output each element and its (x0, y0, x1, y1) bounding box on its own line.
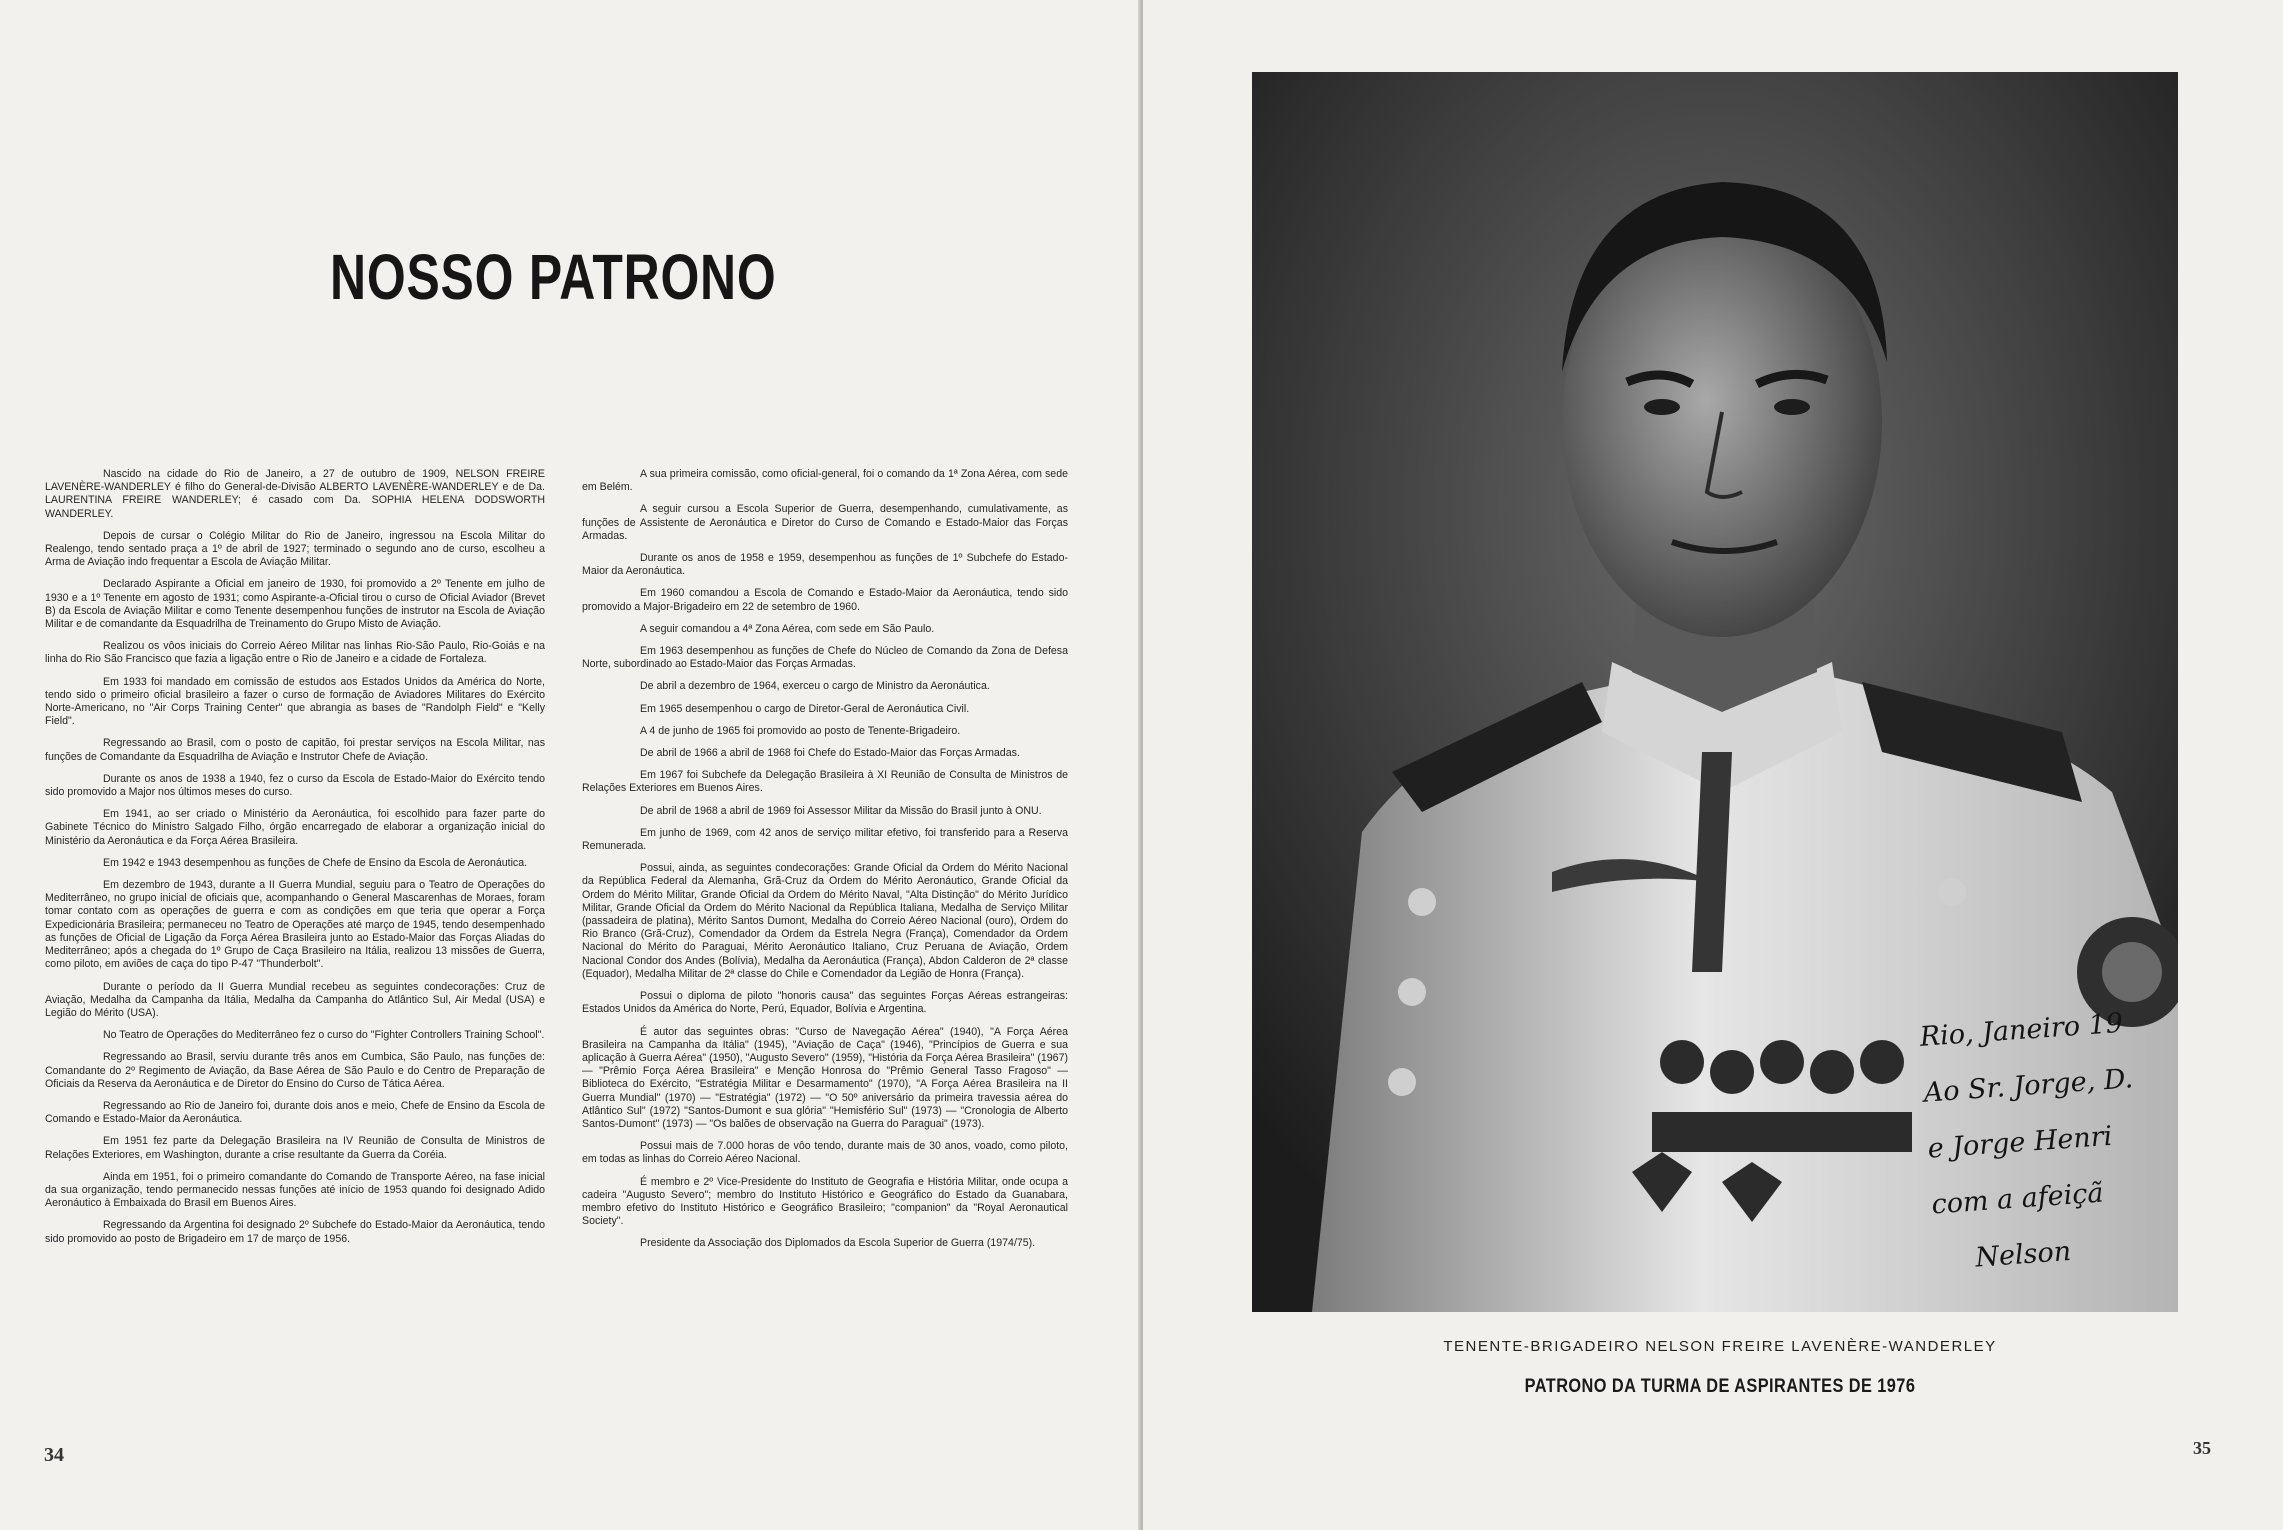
left-page (0, 0, 1141, 1530)
biography-paragraph: Durante os anos de 1958 e 1959, desempenhou as funções de 1º Subchefe do Estado-Maior da Aeronáutica. (582, 552, 1068, 578)
biography-paragraph: Possui o diploma de piloto "honoris causa" das seguintes Forças Aéreas estrangeiras: Estados Unidos da América do Norte, Perú, Equador, Bolívia e Argentina. (582, 990, 1068, 1016)
biography-paragraph: Em 1963 desempenhou as funções de Chefe do Núcleo de Comando da Zona de Defesa Norte, subordinado ao Estado-Maior das Forças Armadas. (582, 645, 1068, 671)
biography-paragraph: Em 1933 foi mandado em comissão de estudos aos Estados Unidos da América do Norte, tendo sido o primeiro oficial brasileiro a fazer o curso de formação de Aviadores Militares do Exército Norte-Americano, no "Air Corps Training Center" que abrangia as bases de "Randolph Field" e "Kelly Field". (45, 675, 545, 728)
portrait-photo (1252, 72, 2178, 1312)
biography-paragraph: É autor das seguintes obras: "Curso de Navegação Aérea" (1940), "A Força Aérea Brasileira na Campanha da Itália" (1945), "Aviação de Caça" (1946), "Princípios de Guerra e sua aplicação à Guerra Aérea" (1950), "Augusto Severo" (1959), "História da Força Aérea Brasileira" (1967) — "Prêmio Força Aérea Brasileira" e Menção Honrosa do "Prêmio General Tasso Fragoso" — Biblioteca do Exército, "Estratégia Militar e Desarmamento" (1970), "A Força Aérea Brasileira na II Guerra Mundial" (1970) — "Estratégia" (1972) — "O 50º aniversário da primeira travessia aérea do Atlântico Sul" (1972) "Santos-Dumont e sua glória" "Hemisfério Sul" (1973) — "Cronologia de Alberto Santos-Dumont" (1973) — "Os balões de observação na Guerra do Paraguai" (1973). (582, 1025, 1068, 1130)
biography-paragraph: Possui mais de 7.000 horas de vôo tendo, durante mais de 30 anos, voado, como piloto, em todas as linhas do Correio Aéreo Nacional. (582, 1140, 1068, 1166)
biography-paragraph: A seguir comandou a 4ª Zona Aérea, com sede em São Paulo. (640, 622, 935, 635)
biography-paragraph: Ainda em 1951, foi o primeiro comandante do Comando de Transporte Aéreo, na fase inicial da sua organização, tendo permanecido nessas funções até início de 1953 quando foi designado Adido Aeronáutico à Embaixada do Brasil em Buenos Aires. (45, 1170, 545, 1210)
biography-paragraph: A 4 de junho de 1965 foi promovido ao posto de Tenente-Brigadeiro. (640, 724, 961, 737)
page-number-left: 34 (44, 1444, 64, 1466)
biography-paragraph: Em 1967 foi Subchefe da Delegação Brasileira à XI Reunião de Consulta de Ministros de Relações Exteriores em Buenos Aires. (582, 769, 1068, 795)
biography-column-left (45, 468, 545, 1255)
biography-paragraph: Em 1960 comandou a Escola de Comando e Estado-Maior da Aeronáutica, tendo sido promovido a Major-Brigadeiro em 22 de setembro de 1960. (582, 587, 1068, 613)
biography-paragraph: Declarado Aspirante a Oficial em janeiro de 1930, foi promovido a 2º Tenente em julho de 1930 e a 1º Tenente em agosto de 1931; como Aspirante-a-Oficial tirou o curso de Oficial Aviador (Brevet B) da Escola de Aviação Militar e como Tenente desempenhou funções de instrutor na Escola de Aviação Militar e de comandante da Esquadrilha de Treinamento do Grupo Misto de Aviação. (45, 578, 545, 631)
biography-paragraph: Possui, ainda, as seguintes condecorações: Grande Oficial da Ordem do Mérito Nacional da República Federal da Alemanha, Grã-Cruz da Ordem do Mérito Aeronáutico, Grande Oficial da Ordem do Mérito Militar, Grande Oficial da Ordem do Mérito Naval, "Alta Distinção" do Mérito Jurídico Militar, Grande Oficial da Ordem do Mérito Nacional da República Italiana, Medalha de Serviço Militar (passadeira de platina), Mérito Santos Dumont, Medalha do Correio Aéreo Nacional (ouro), Ordem do Rio Branco (Grã-Cruz), Comendador da Ordem da Estrela Negra (França), Comendador da Ordem Nacional do Mérito do Paraguai, Mérito Aeronáutico Italiano, Cruz Peruana de Aviação, Ordem Nacional Condor dos Andes (Bolívia), Medalha da Aeronáutica (França), Abdon Calderon de 2ª classe (Equador), Medalha Militar de 2ª classe do Chile e Comendador da Legião de Honra (França). (582, 862, 1068, 980)
biography-paragraph: Em dezembro de 1943, durante a II Guerra Mundial, seguiu para o Teatro de Operações do Mediterrâneo, no grupo inicial de oficiais que, acompanhando o General Mascarenhas de Moraes, foram tomar contato com as operações de guerra e com as condições em que teria que operar a Força Expedicionária Brasileira; permaneceu no Teatro de Operações até março de 1945, tendo desempenhado as funções de Oficial de Ligação da Força Aérea Brasileira junto ao Estado-Maior das Forças Aliadas do Mediterrâneo; após a chegada do 1º Grupo de Caça Brasileiro na Itália, realizou 13 missões de Guerra, como piloto, em aviões de caça do tipo P-47 "Thunderbolt". (45, 879, 545, 971)
biography-paragraph: Regressando ao Brasil, com o posto de capitão, foi prestar serviços na Escola Militar, nas funções de Comandante da Esquadrilha de Aviação e Instrutor Chefe de Aviação. (45, 737, 545, 763)
biography-paragraph: Em junho de 1969, com 42 anos de serviço militar efetivo, foi transferido para a Reserva Remunerada. (582, 826, 1068, 853)
biography-paragraph: No Teatro de Operações do Mediterrâneo fez o curso do "Fighter Controllers Training School". (103, 1029, 545, 1042)
portrait-caption-subtitle: PATRONO DA TURMA DE ASPIRANTES DE 1976 (1524, 1376, 1916, 1397)
biography-paragraph: Presidente da Associação dos Diplomados da Escola Superior de Guerra (1974/75). (640, 1237, 1036, 1250)
biography-paragraph: Em 1965 desempenhou o cargo de Diretor-Geral de Aeronáutica Civil. (640, 702, 970, 715)
biography-column-right (582, 468, 1068, 1260)
biography-paragraph: De abril a dezembro de 1964, exerceu o cargo de Ministro da Aeronáutica. (640, 680, 990, 693)
biography-paragraph: Em 1942 e 1943 desempenhou as funções de Chefe de Ensino da Escola de Aeronáutica. (103, 856, 528, 869)
page-title: NOSSO PATRONO (330, 241, 777, 313)
biography-paragraph: Nascido na cidade do Rio de Janeiro, a 27 de outubro de 1909, NELSON FREIRE LAVENÈRE-WANDERLEY é filho do General-de-Divisão ALBERTO LAVENÈRE-WANDERLEY e de Da. LAURENTINA FREIRE WANDERLEY; é casado com Da. SOPHIA HELENA DODSWORTH WANDERLEY. (45, 468, 545, 520)
biography-paragraph: Regressando ao Rio de Janeiro foi, durante dois anos e meio, Chefe de Ensino da Escola de Comando e Estado-Maior da Aeronáutica. (45, 1099, 545, 1126)
biography-paragraph: É membro e 2º Vice-Presidente do Instituto de Geografia e História Militar, onde ocupa a cadeira "Augusto Severo"; membro do Instituto Histórico e Geográfico do Estado da Guanabara, membro efetivo do Instituto Histórico e Geográfico Brasileiro; "companion" da "Royal Aeronautical Society". (582, 1175, 1068, 1228)
biography-paragraph: Depois de cursar o Colégio Militar do Rio de Janeiro, ingressou na Escola Militar do Realengo, tendo sentado praça a 1º de abril de 1927; terminado o segundo ano de curso, escolheu a Arma de Aviação indo frequentar a Escola de Aviação Militar. (45, 529, 545, 569)
biography-paragraph: Regressando da Argentina foi designado 2º Subchefe do Estado-Maior da Aeronáutica, tendo sido promovido ao posto de Brigadeiro em 17 de março de 1956. (45, 1219, 545, 1245)
biography-paragraph: Em 1941, ao ser criado o Ministério da Aeronáutica, foi escolhido para fazer parte do Gabinete Técnico do Ministro Salgado Filho, órgão encarregado de elaborar a organização inicial do Ministério da Aeronáutica e da Força Aérea Brasileira. (45, 808, 545, 847)
biography-paragraph: Realizou os vôos iniciais do Correio Aéreo Militar nas linhas Rio-São Paulo, Rio-Goiás e na linha do Rio São Francisco que fazia a ligação entre o Rio de Janeiro e a cidade de Fortaleza. (45, 640, 545, 666)
biography-paragraph: Durante os anos de 1938 a 1940, fez o curso da Escola de Estado-Maior do Exército tendo sido promovido a Major nos últimos meses do curso. (45, 772, 545, 799)
biography-paragraph: A seguir cursou a Escola Superior de Guerra, desempenhando, cumulativamente, as funções de Assistente de Aeronáutica e Diretor do Curso de Comando e Estado-Maior das Forças Armadas. (582, 503, 1068, 542)
handwritten-dedication: Rio, Janeiro 19 Ao Sr. Jorge, D. e Jorge Henri com a afeiçã Nelson (1918, 1007, 2135, 1274)
biography-paragraph: A sua primeira comissão, como oficial-general, foi o comando da 1ª Zona Aérea, com sede em Belém. (582, 468, 1068, 494)
page-number-right: 35 (2193, 1438, 2211, 1458)
biography-paragraph: Regressando ao Brasil, serviu durante três anos em Cumbica, São Paulo, nas funções de: Comandante do 2º Regimento de Aviação, da Base Aérea de São Paulo e do Centro de Preparação de Oficiais da Reserva da Aeronáutica e de Diretor do Ensino do Curso de Tática Aérea. (45, 1051, 545, 1090)
portrait-caption-name: TENENTE-BRIGADEIRO NELSON FREIRE LAVENÈRE-WANDERLEY (1443, 1338, 1997, 1355)
biography-paragraph: De abril de 1968 a abril de 1969 foi Assessor Militar da Missão do Brasil junto à ONU. (640, 804, 1042, 817)
biography-paragraph: De abril de 1966 a abril de 1968 foi Chefe do Estado-Maior das Forças Armadas. (640, 747, 1020, 760)
biography-paragraph: Em 1951 fez parte da Delegação Brasileira na IV Reunião de Consulta de Ministros de Relações Exteriores, em Washington, durante a crise resultante da Guerra da Coréia. (45, 1135, 545, 1161)
biography-paragraph: Durante o período da II Guerra Mundial recebeu as seguintes condecorações: Cruz de Aviação, Medalha da Campanha da Itália, Medalha da Campanha do Atlântico Sul, Air Medal (USA) e Legião do Mérito (USA). (45, 980, 545, 1019)
